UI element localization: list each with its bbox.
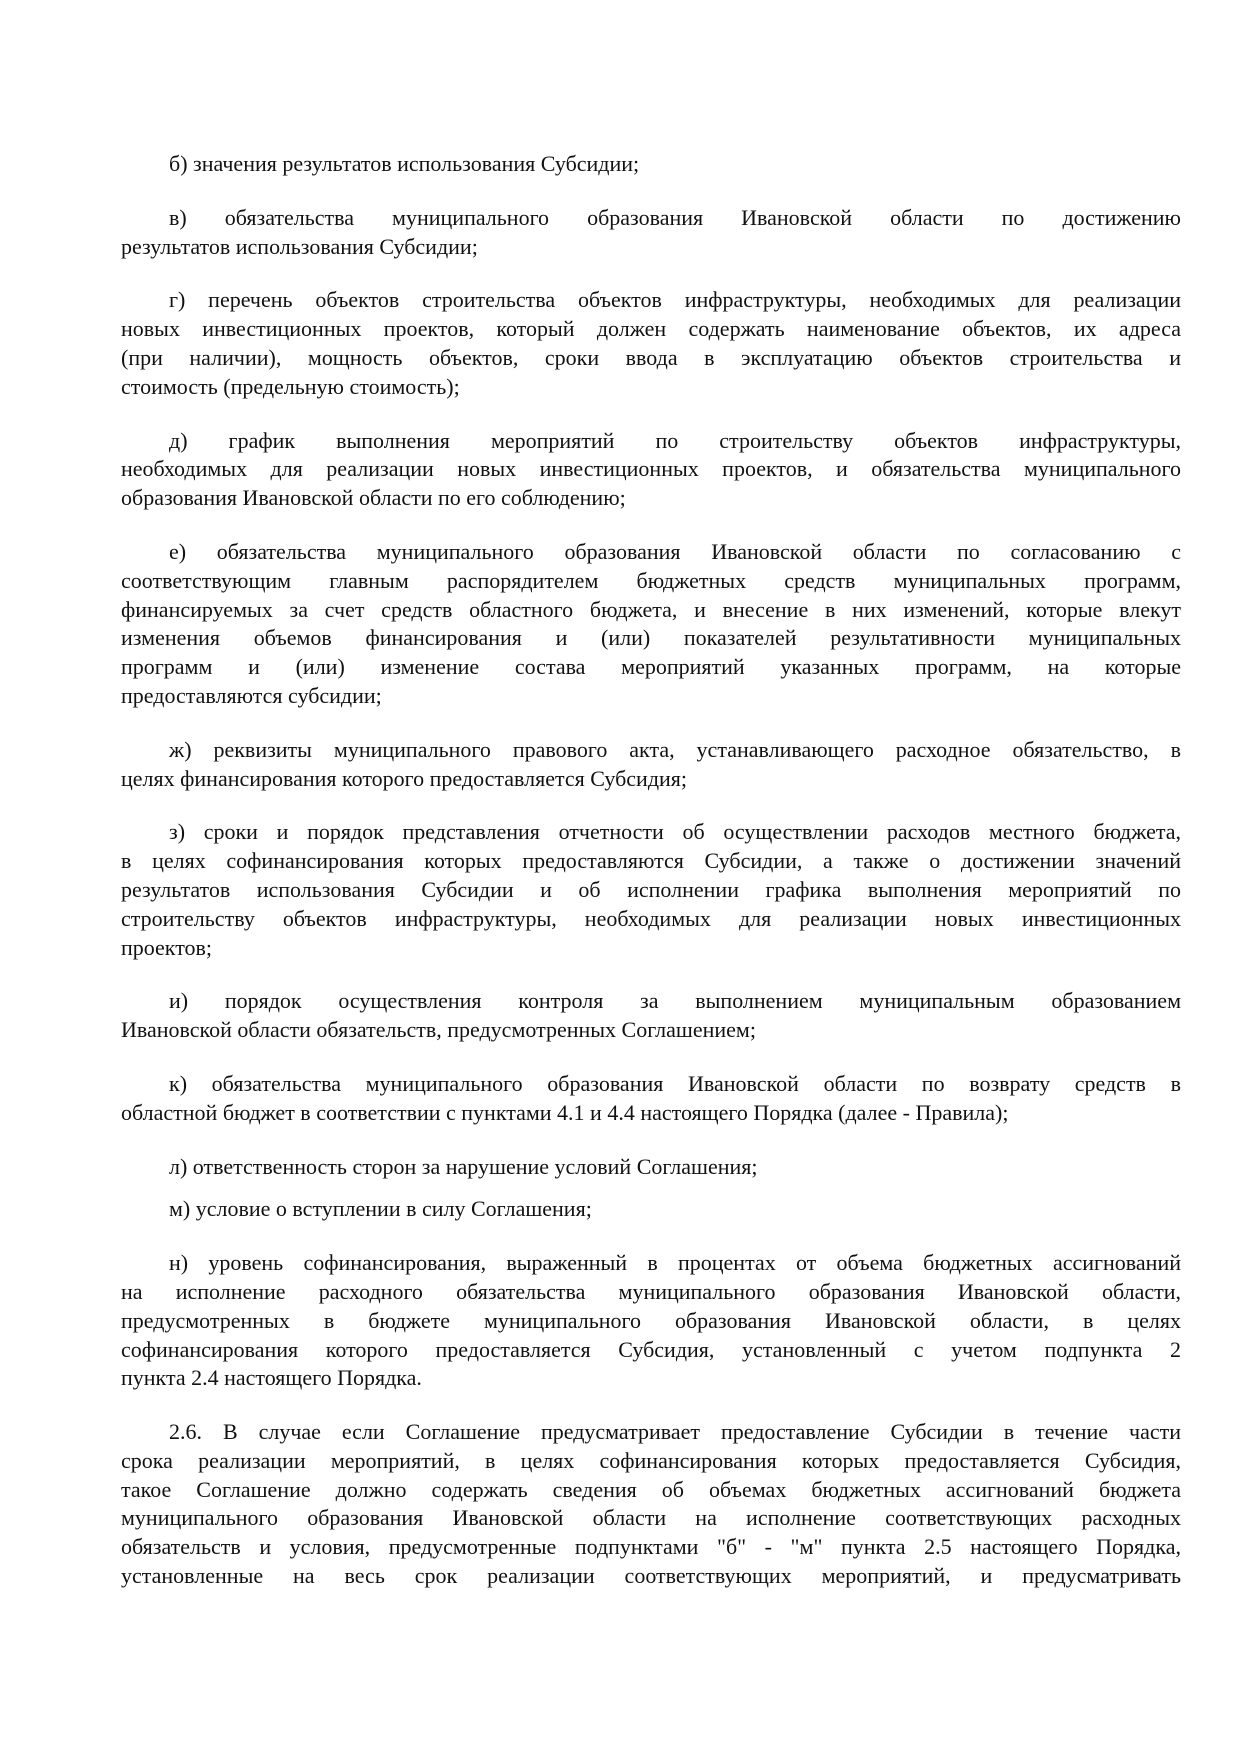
text-line: образования Ивановской области по его соблюдению; bbox=[121, 485, 626, 511]
paragraph-zh bbox=[121, 736, 1181, 794]
paragraph-p26 bbox=[121, 1418, 1181, 1591]
text-line: соответствующим главным распорядителем бюджетных средств муниципальных программ, bbox=[121, 567, 1181, 593]
text-line: предоставляются субсидии; bbox=[121, 682, 382, 708]
text-line: е) обязательства муниципального образования Ивановской области по согласованию с bbox=[169, 538, 1181, 564]
paragraph-z bbox=[121, 818, 1181, 962]
text-line: установленные на весь срок реализации соответствующих мероприятий, и предусматривать bbox=[121, 1563, 1181, 1589]
text-line: и) порядок осуществления контроля за выполнением муниципальным образованием bbox=[169, 988, 1181, 1014]
text-line: программ и (или) изменение состава мероприятий указанных программ, на которые bbox=[121, 654, 1181, 680]
text-line: м) условие о вступлении в силу Соглашения; bbox=[169, 1196, 592, 1222]
text-line: результатов использования Субсидии; bbox=[121, 233, 478, 259]
text-line: новых инвестиционных проектов, который должен содержать наименование объектов, их адреса bbox=[121, 316, 1181, 342]
paragraph-i bbox=[121, 987, 1181, 1045]
paragraph-e bbox=[121, 538, 1181, 711]
text-line: обязательств и условия, предусмотренные подпунктами "б" - "м" пункта 2.5 настоящего Порядка, bbox=[121, 1534, 1181, 1560]
text-line: финансируемых за счет средств областного бюджета, и внесение в них изменений, которые влекут bbox=[121, 596, 1181, 622]
text-line: такое Соглашение должно содержать сведения об объемах бюджетных ассигнований бюджета bbox=[121, 1476, 1181, 1502]
text-line: д) график выполнения мероприятий по строительству объектов инфраструктуры, bbox=[169, 427, 1181, 453]
text-line: ж) реквизиты муниципального правового акта, устанавливающего расходное обязательство, в bbox=[169, 736, 1181, 762]
text-line: областной бюджет в соответствии с пунктами 4.1 и 4.4 настоящего Порядка (далее - Правила); bbox=[121, 1099, 1009, 1125]
text-line: изменения объемов финансирования и (или) показателей результативности муниципальных bbox=[121, 625, 1181, 651]
text-line: предусмотренных в бюджете муниципального образования Ивановской области, в целях bbox=[121, 1307, 1181, 1333]
text-line: на исполнение расходного обязательства муниципального образования Ивановской области, bbox=[121, 1278, 1181, 1304]
paragraph-l bbox=[121, 1153, 1181, 1182]
text-line: в целях софинансирования которых предоставляются Субсидии, а также о достижении значений bbox=[121, 848, 1181, 874]
text-line: Ивановской области обязательств, предусмотренных Соглашением; bbox=[121, 1017, 756, 1043]
paragraph-d bbox=[121, 427, 1181, 513]
text-line: г) перечень объектов строительства объектов инфраструктуры, необходимых для реализации bbox=[169, 287, 1181, 313]
text-line: муниципального образования Ивановской области на исполнение соответствующих расходных bbox=[121, 1505, 1181, 1531]
paragraph-k bbox=[121, 1070, 1181, 1128]
text-line: 2.6. В случае если Соглашение предусматривает предоставление Субсидии в течение части bbox=[169, 1419, 1181, 1445]
text-line: необходимых для реализации новых инвестиционных проектов, и обязательства муниципального bbox=[121, 456, 1181, 482]
paragraph-m bbox=[121, 1195, 1181, 1224]
text-line: проектов; bbox=[121, 934, 213, 960]
text-line: н) уровень софинансирования, выраженный в процентах от объема бюджетных ассигнований bbox=[169, 1250, 1181, 1276]
paragraph-n bbox=[121, 1249, 1181, 1393]
text-line: строительству объектов инфраструктуры, необходимых для реализации новых инвестиционных bbox=[121, 905, 1181, 931]
paragraph-b bbox=[121, 150, 1181, 179]
text-line: в) обязательства муниципального образования Ивановской области по достижению bbox=[169, 204, 1181, 230]
paragraph-v bbox=[121, 204, 1181, 262]
text-line: к) обязательства муниципального образования Ивановской области по возврату средств в bbox=[169, 1070, 1181, 1096]
text-line: л) ответственность сторон за нарушение условий Соглашения; bbox=[169, 1153, 758, 1179]
text-line: б) значения результатов использования Субсидии; bbox=[169, 151, 640, 176]
text-line: з) сроки и порядок представления отчетности об осуществлении расходов местного бюджета, bbox=[169, 819, 1181, 845]
text-line: срока реализации мероприятий, в целях софинансирования которых предоставляется Субсидия, bbox=[121, 1447, 1181, 1473]
document-page bbox=[121, 150, 1181, 1616]
text-line: (при наличии), мощность объектов, сроки ввода в эксплуатацию объектов строительства и bbox=[121, 344, 1181, 370]
text-line: софинансирования которого предоставляется Субсидия, установленный с учетом подпункта 2 bbox=[121, 1336, 1181, 1362]
text-line: целях финансирования которого предоставляется Субсидия; bbox=[121, 765, 688, 791]
text-line: результатов использования Субсидии и об исполнении графика выполнения мероприятий по bbox=[121, 876, 1181, 902]
text-line: пункта 2.4 настоящего Порядка. bbox=[121, 1365, 422, 1391]
text-line: стоимость (предельную стоимость); bbox=[121, 373, 460, 399]
paragraph-g bbox=[121, 286, 1181, 401]
